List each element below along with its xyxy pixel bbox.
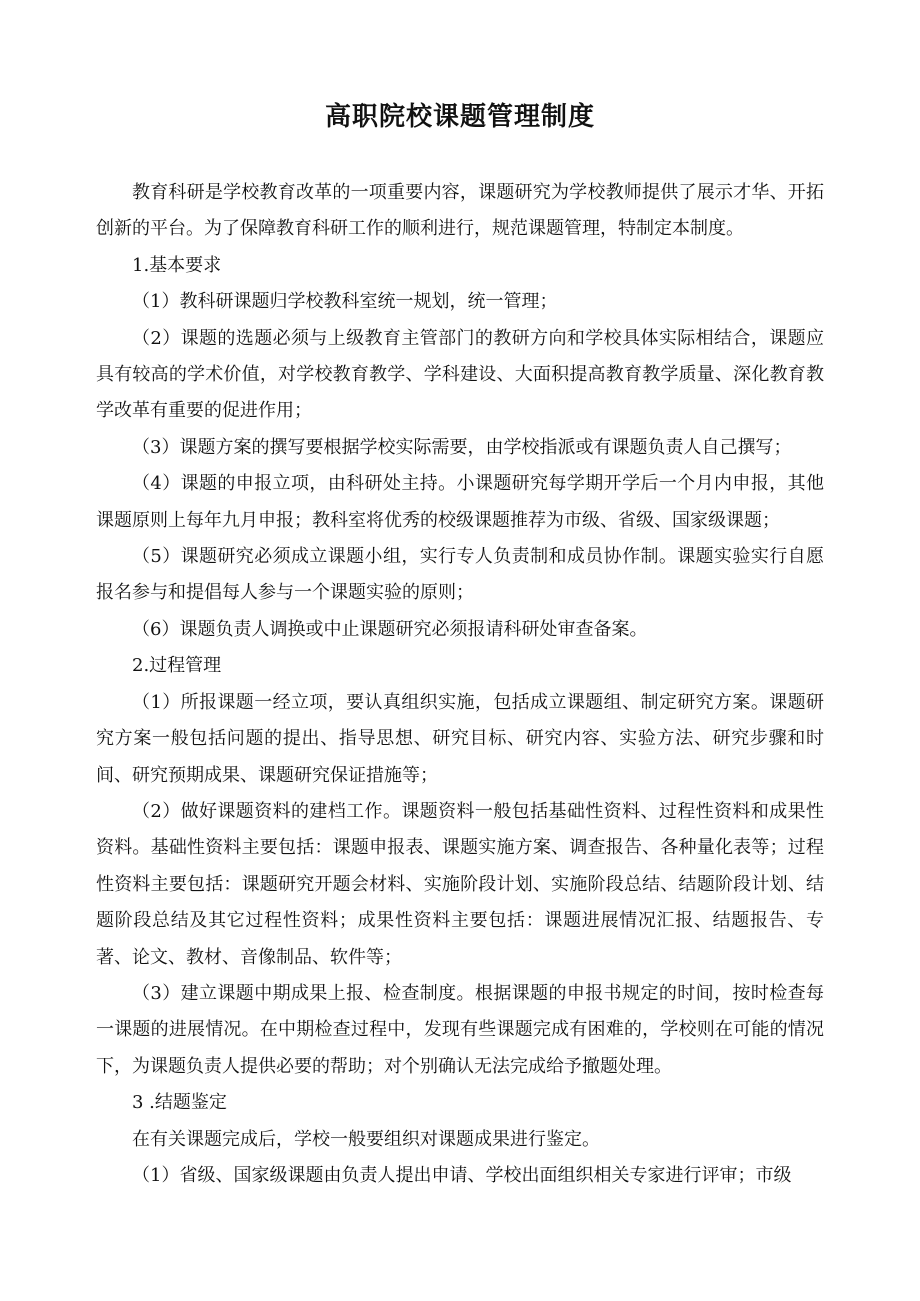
section-heading-process-management: 2.过程管理 (132, 655, 222, 677)
section-heading-basic-requirements: 1.基本要求 (132, 254, 222, 276)
document-title: 高职院校课题管理制度 (324, 102, 595, 132)
list-item-process-3: （3）建立课题中期成果上报、检查制度。根据课题的申报书规定的时间，按时检查每一课题的进展情况。在中期检查过程中，发现有些课题完成有困难的，学校则在可能的情况下，为课题负责人提供必要的帮助；对个别确认无法完成给予撤题处理。 (96, 982, 824, 1077)
list-item-basic-2: （2）课题的选题必须与上级教育主管部门的教研方向和学校具体实际相结合，课题应具有较高的学术价值，对学校教育教学、学科建设、大面积提高教育教学质量、深化教育教学改革有重要的促进作用； (96, 327, 824, 422)
appraisal-intro-paragraph: 在有关课题完成后，学校一般要组织对课题成果进行鉴定。 (132, 1128, 600, 1150)
intro-paragraph: 教育科研是学校教育改革的一项重要内容，课题研究为学校教师提供了展示才华、开拓创新的平台。为了保障教育科研工作的顺利进行，规范课题管理，特制定本制度。 (96, 182, 824, 240)
list-item-basic-6: （6）课题负责人调换或中止课题研究必须报请科研处审查备案。 (132, 618, 648, 640)
list-item-basic-1: （1）教科研课题归学校教科室统一规划，统一管理； (132, 291, 558, 313)
list-item-basic-3: （3）课题方案的撰写要根据学校实际需要，由学校指派或有课题负责人自己撰写； (132, 436, 792, 458)
list-item-basic-4: （4）课题的申报立项，由科研处主持。小课题研究每学期开学后一个月内申报，其他课题原则上每年九月申报；教科室将优秀的校级课题推荐为市级、省级、国家级课题； (96, 473, 824, 531)
list-item-process-2: （2）做好课题资料的建档工作。课题资料一般包括基础性资料、过程性资料和成果性资料。基础性资料主要包括：课题申报表、课题实施方案、调查报告、各种量化表等；过程性资料主要包括：课题研究开题会材料、实施阶段计划、实施阶段总结、结题阶段计划、结题阶段总结及其它过程性资料；成果性资料主要包括：课题进展情况汇报、结题报告、专著、论文、教材、音像制品、软件等； (96, 800, 824, 968)
list-item-process-1: （1）所报课题一经立项，要认真组织实施，包括成立课题组、制定研究方案。课题研究方案一般包括问题的提出、指导思想、研究目标、研究内容、实验方法、研究步骤和时间、研究预期成果、课题研究保证措施等； (96, 691, 824, 786)
list-item-appraisal-1: （1）省级、国家级课题由负责人提出申请、学校出面组织相关专家进行评审；市级 (132, 1164, 792, 1186)
section-heading-completion-appraisal: 3 .结题鉴定 (132, 1092, 227, 1114)
list-item-basic-5: （5）课题研究必须成立课题小组，实行专人负责制和成员协作制。课题实验实行自愿报名参与和提倡每人参与一个课题实验的原则； (96, 546, 824, 604)
